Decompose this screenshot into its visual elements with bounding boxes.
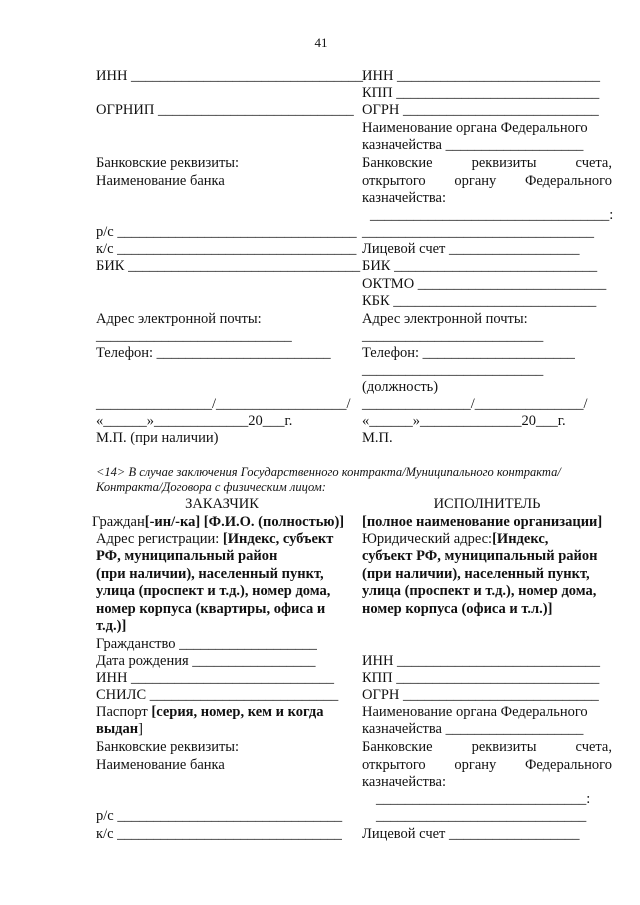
ogrnip-line: ОГРНИП ___________________________	[96, 102, 354, 118]
treasury-line: казначейства ___________________	[362, 137, 584, 153]
oktmo-line: ОКТМО __________________________	[362, 276, 607, 292]
date-line: «______»_____________20___г.	[96, 413, 293, 429]
stamp-label: М.П.	[362, 430, 393, 446]
personal-account-line: Лицевой счет __________________	[362, 241, 580, 257]
ogrn-line: ОГРН ___________________________	[362, 687, 599, 703]
treasury-bank-text-1: Банковские реквизиты счета,	[362, 155, 612, 171]
blank-line: _____________________________	[376, 808, 587, 824]
position-line: _________________________	[362, 362, 544, 378]
citizen-line	[92, 514, 344, 531]
signature-line: ________________/__________________/	[96, 396, 351, 412]
treasury-bank-text-2: открытого органу Федерального	[362, 757, 612, 773]
passport-bracket: ]	[138, 721, 143, 737]
passport-line	[96, 704, 324, 721]
inn-line: ИНН ____________________________	[362, 653, 601, 669]
snils-line: СНИЛС __________________________	[96, 687, 339, 703]
passport-placeholder-end: выдан	[96, 721, 139, 737]
address-line-3: (при наличии), населенный пункт,	[362, 566, 590, 582]
bank-name-label: Наименование банка	[96, 173, 225, 189]
rs-line: р/с _______________________________	[96, 808, 343, 824]
signature-line: _______________/_______________/	[362, 396, 588, 412]
passport-line-2	[96, 721, 143, 738]
citizenship-line: Гражданство ___________________	[96, 636, 317, 652]
treasury-bank-text-3: казначейства:	[362, 774, 446, 790]
inn-line: ИНН ________________________________	[96, 68, 364, 84]
registration-line	[96, 531, 333, 548]
inn-line: ИНН ____________________________	[96, 670, 335, 686]
address-line-5: номер корпуса (офиса и т.л.)]	[362, 601, 553, 617]
footnote-line-1: <14> В случае заключения Государственного контракта/Муниципального контракта/	[96, 465, 561, 479]
treasury-bank-text-2: открытого органу Федерального	[362, 173, 612, 189]
treasury-label: Наименование органа Федерального	[362, 120, 588, 136]
bank-name-label: Наименование банка	[96, 757, 225, 773]
address-line-3: (при наличии), населенный пункт,	[96, 566, 324, 582]
treasury-line: казначейства ___________________	[362, 721, 584, 737]
page-number: 41	[314, 35, 328, 50]
treasury-bank-text-3: казначейства:	[362, 190, 446, 206]
kbk-line: КБК ____________________________	[362, 293, 597, 309]
stamp-label: М.П. (при наличии)	[96, 430, 219, 446]
phone-line: Телефон: _____________________	[362, 345, 575, 361]
email-line: ___________________________	[96, 328, 292, 344]
address-line-5: номер корпуса (квартиры, офиса и	[96, 601, 326, 617]
registration-label: Адрес регистрации:	[96, 531, 223, 547]
bik-line: БИК ________________________________	[96, 258, 361, 274]
email-label: Адрес электронной почты:	[362, 311, 528, 327]
citizen-name-placeholder: [-ин/-ка] [Ф.И.О. (полностью)]	[144, 514, 345, 530]
treasury-bank-line: _____________________________:	[376, 791, 591, 807]
customer-header: ЗАКАЗЧИК	[185, 496, 259, 512]
address-line-2: РФ, муниципальный район	[96, 548, 278, 564]
treasury-bank-line: _________________________________:	[370, 207, 614, 223]
treasury-bank-text-1: Банковские реквизиты счета,	[362, 739, 612, 755]
kpp-line: КПП ____________________________	[362, 670, 600, 686]
legal-address-label: Юридический адрес:	[362, 531, 493, 547]
phone-line: Телефон: ________________________	[96, 345, 331, 361]
ogrn-line: ОГРН ___________________________	[362, 102, 599, 118]
passport-label: Паспорт	[96, 704, 152, 720]
inn-line: ИНН ____________________________	[362, 68, 601, 84]
date-line: «______»______________20___г.	[362, 413, 566, 429]
blank-line: ________________________________	[362, 224, 594, 240]
email-label: Адрес электронной почты:	[96, 311, 262, 327]
legal-address-line	[362, 531, 548, 548]
position-label: (должность)	[362, 379, 439, 395]
address-line-4: улица (проспект и т.д.), номер дома,	[362, 583, 597, 599]
bank-details-label: Банковские реквизиты:	[96, 739, 240, 755]
personal-account-line: Лицевой счет __________________	[362, 826, 580, 842]
ks-line: к/с _________________________________	[96, 241, 357, 257]
footnote-line-2: Контракта/Договора с физическим лицом:	[96, 480, 326, 494]
treasury-label: Наименование органа Федерального	[362, 704, 588, 720]
legal-address-placeholder: [Индекс,	[492, 531, 549, 547]
address-line-2: субъект РФ, муниципальный район	[362, 548, 598, 564]
address-line-6: т.д.)]	[96, 618, 127, 634]
kpp-line: КПП ____________________________	[362, 85, 600, 101]
email-line: _________________________	[362, 328, 544, 344]
address-line-4: улица (проспект и т.д.), номер дома,	[96, 583, 331, 599]
contractor-header: ИСПОЛНИТЕЛЬ	[433, 496, 541, 512]
passport-placeholder: [серия, номер, кем и когда	[151, 704, 324, 720]
org-name-placeholder: [полное наименование организации]	[362, 514, 603, 530]
rs-line: р/с _________________________________	[96, 224, 357, 240]
citizen-label: Граждан	[92, 514, 145, 530]
bank-details-label: Банковские реквизиты:	[96, 155, 240, 171]
birth-date-line: Дата рождения _________________	[96, 653, 316, 669]
bik-line: БИК ____________________________	[362, 258, 598, 274]
registration-placeholder: [Индекс, субъект	[222, 531, 334, 547]
ks-line: к/с _______________________________	[96, 826, 342, 842]
